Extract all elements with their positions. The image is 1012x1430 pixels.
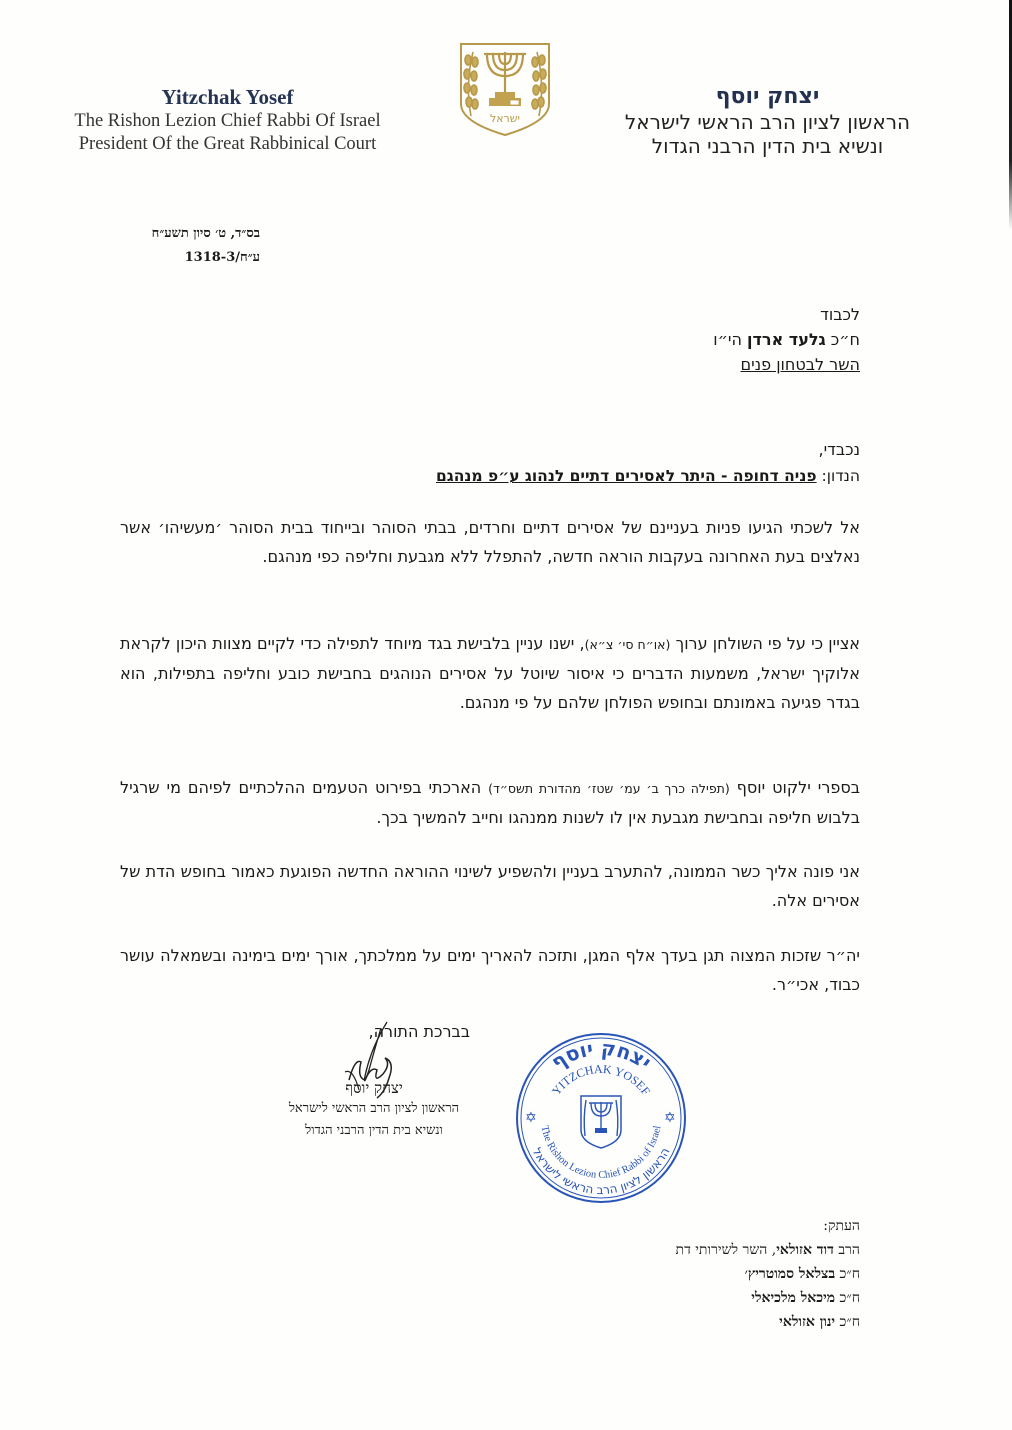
letter-date: בס״ד, ט׳ סיון תשע״ח — [151, 226, 260, 241]
letter-reference: ע״ח/1318-3 — [184, 250, 260, 265]
body-paragraph-1: אל לשכתי הגיעו פניות בעניינם של אסירים דתיים וחרדים, בבתי הסוהר ובייחוד בבית הסוהר ׳מעשיהו׳ אשר נאלצים בעת האחרונה בעקבות הוראה חדשה, להתפלל ללא מגבעת וחליפה כפי מנהגם. — [120, 518, 860, 566]
svg-text:יצחק יוסף: יצחק יוסף — [546, 1035, 656, 1075]
addressee-name-line — [460, 327, 860, 352]
paragraph-3-text-start: בספרי ילקוט יוסף — [736, 778, 860, 797]
svg-text:הראשון לציון הרב הראשי לישראל: הראשון לציון הרב הראשי לישראל — [529, 1145, 673, 1198]
letterhead-title-he-1: הראשון לציון הרב הראשי לישראל — [624, 110, 911, 134]
paragraph-3-text-end: הארכתי בפירוט הטעמים ההלכתיים לפיהם מי שרגיל בלבוש חליפה ובחבישת מגבעת אין לו לשנות ממנהגו וחייב להמשיך בכך. — [120, 778, 860, 827]
signer-title-2: ונשיא בית הדין הרבני הגדול — [305, 1123, 443, 1138]
letterhead-name-he: יצחק יוסף — [715, 84, 820, 109]
cc-name: בצלאל סמוטריץ׳ — [744, 1266, 836, 1282]
cc-prefix: ח״כ — [839, 1266, 860, 1282]
addressee-block — [460, 302, 860, 377]
letter-meta — [110, 222, 260, 270]
body-paragraph-4: אני פונה אליך כשר הממונה, להתערב בעניין ולהשפיע לשינוי ההוראה החדשה הפוגעת כאמור בחופש הדת של אסירים אלה. — [120, 862, 860, 910]
cc-label: העתק: — [823, 1218, 860, 1234]
letterhead-title-en-2: President Of the Great Rabbinical Court — [78, 134, 377, 154]
svg-text:✡: ✡ — [525, 1110, 537, 1126]
cc-recipient — [540, 1310, 860, 1334]
official-stamp-icon — [501, 1030, 701, 1205]
emblem-label: ישראל — [489, 112, 521, 125]
signer-name: יצחק יוסף — [345, 1079, 403, 1097]
paragraph-2-text-start: אציין כי על פי השולחן ערוך — [675, 634, 861, 653]
body-paragraph-3 — [120, 773, 860, 832]
cc-block — [540, 1214, 860, 1334]
closing-greeting: בברכת התורה, — [368, 1022, 470, 1041]
cc-name: ינון אזולאי — [779, 1314, 836, 1330]
cc-prefix: ח״כ — [839, 1290, 860, 1306]
addressee-to: לכבוד — [820, 305, 860, 324]
svg-text:The Rishon Lezion Chief Rabbi: The Rishon Lezion Chief Rabbi of Israel — [538, 1124, 664, 1182]
cc-prefix: הרב — [838, 1242, 860, 1258]
body-paragraph-5: יה״ר שזכות המצוה תגן בעדך אלף המגן, ותזכה להאריך ימים על ממלכתך, אורך ימים בימינה ובשמאלה עושר כבוד, אכי״ר. — [120, 946, 860, 994]
letterhead-title-he-2: ונשיא בית הדין הרבני הגדול — [651, 134, 884, 158]
cc-suffix: , השר לשירותי דת — [675, 1242, 777, 1258]
letterhead-title-en-1: The Rishon Lezion Chief Rabbi Of Israel — [74, 111, 381, 131]
paragraph-2-text-end: , ישנו עניין בלבישת בגד מיוחד לתפילה כדי לקיים מצוות היכון לקראת אלוקיך ישראל, משמעות הדברים כי איסור שיוטל על אסירים הנוהגים בחבישת כובע וחליפה בתפילות, הוא בגדר פגיעה באמונתם ובחופש הפולחן שלהם על פי מנהגם. — [120, 634, 860, 712]
letterhead-english — [40, 84, 415, 156]
subject-line — [436, 467, 860, 485]
cc-recipient — [540, 1262, 860, 1286]
letterhead-name-en: Yitzchak Yosef — [161, 85, 294, 109]
subject-label: הנדון: — [821, 467, 860, 485]
cc-recipient — [540, 1238, 860, 1262]
cc-recipient — [540, 1286, 860, 1310]
letterhead-hebrew — [590, 84, 945, 158]
paragraph-3-citation: (תפילה כרך ב׳ עמ׳ שטז׳ מהדורת תשס״ד) — [488, 781, 730, 796]
signer-title-1: הראשון לציון הרב הראשי לישראל — [288, 1101, 460, 1116]
cc-name: מיכאל מלכיאלי — [751, 1290, 836, 1306]
addressee-position: השר לבטחון פנים — [740, 355, 860, 374]
svg-text:YITZCHAK YOSEF: YITZCHAK YOSEF — [548, 1061, 654, 1098]
subject-text: פניה דחופה - היתר לאסירים דתיים לנהוג ע״פ מנהגם — [436, 467, 817, 485]
state-emblem-menorah-icon — [455, 40, 555, 138]
handwritten-signature-icon — [325, 1018, 415, 1103]
addressee-name: גלעד ארדן — [747, 330, 826, 349]
cc-name: דוד אזולאי — [776, 1242, 834, 1258]
body-paragraph-2 — [120, 629, 860, 717]
addressee-prefix: ח״כ — [830, 330, 860, 349]
svg-text:✡: ✡ — [664, 1110, 676, 1126]
paragraph-2-citation: (או״ח סי׳ צ״א) — [584, 637, 671, 652]
salutation: נכבדי, — [818, 440, 860, 459]
cc-prefix: ח״כ — [839, 1314, 860, 1330]
addressee-suffix: הי״ו — [713, 330, 742, 349]
